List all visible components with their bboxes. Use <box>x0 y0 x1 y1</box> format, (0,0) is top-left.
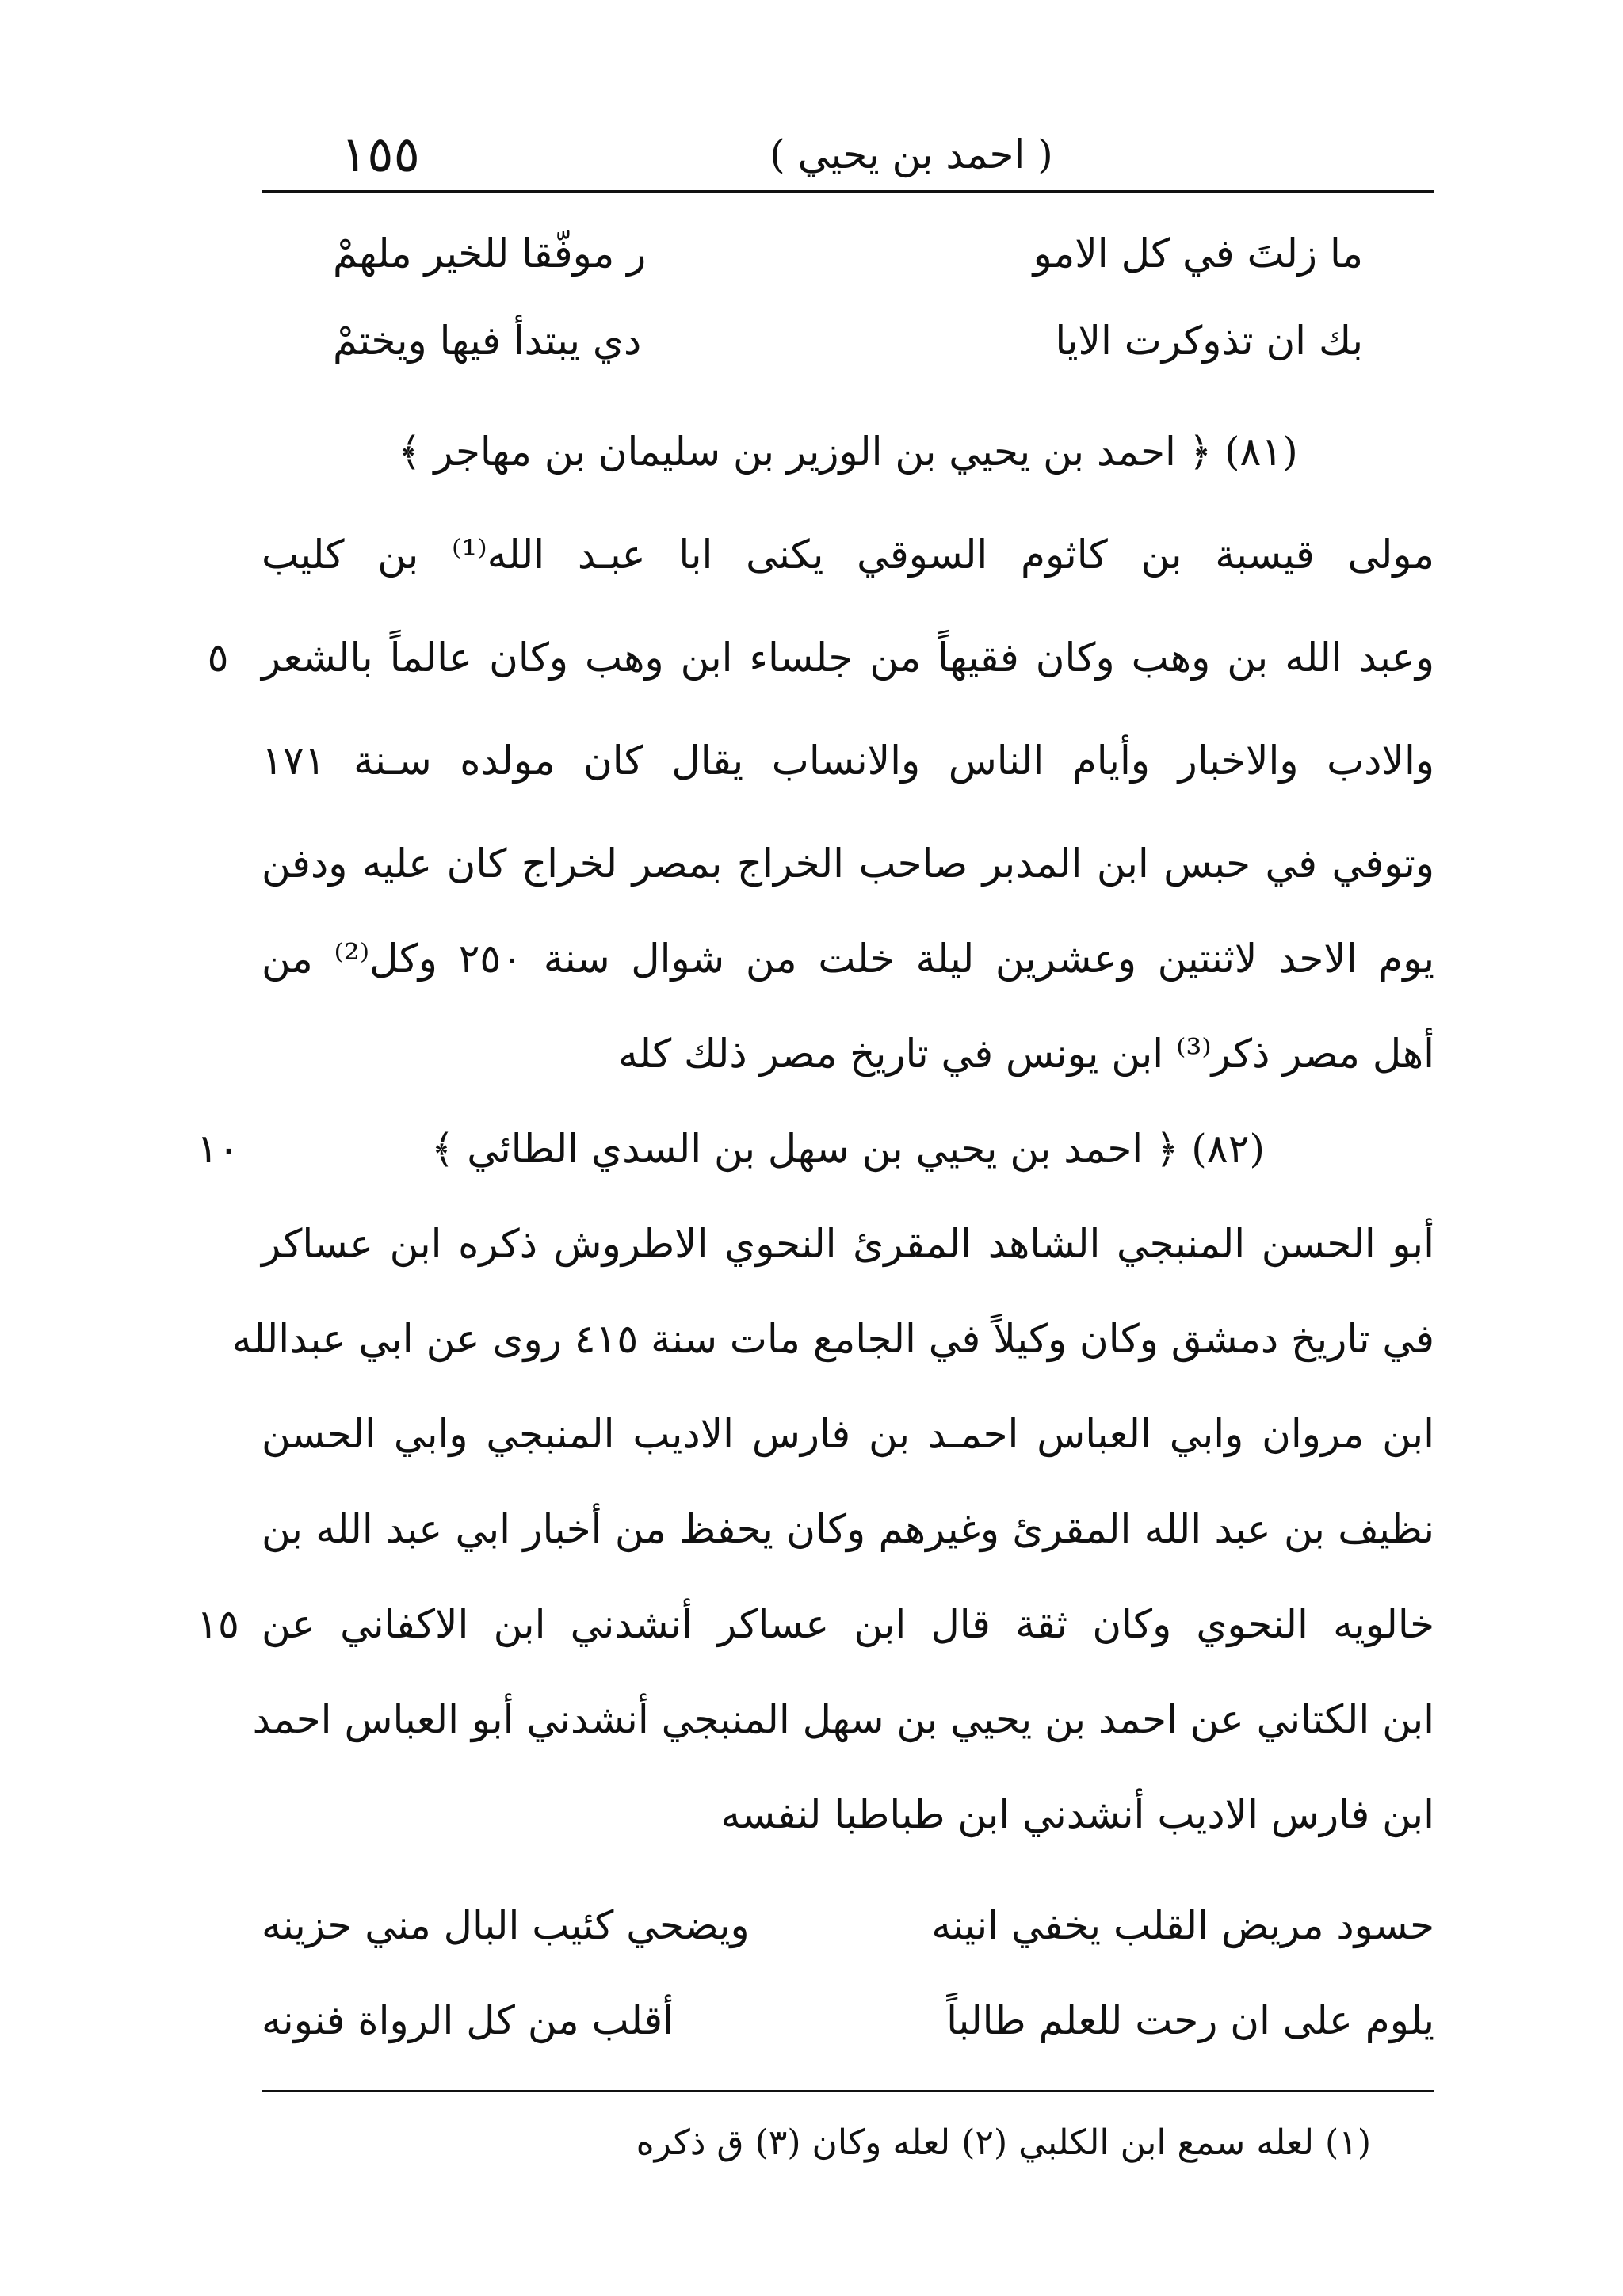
body-text-line: ابن فارس الاديب أنشدني ابن طباطبا لنفسه <box>720 1791 1434 1837</box>
verse-first-hemistich: بك ان تذوكرت الايا <box>1055 318 1363 364</box>
verse-first-hemistich: حسود مريض القلب يخفي انينه <box>931 1902 1434 1948</box>
footnotes: (١) لعله سمع ابن الكلبي (٢) لعله وكان (٣) ق ذكره <box>636 2122 1371 2163</box>
body-text-line: أبو الحسن المنبجي الشاهد المقرئ النحوي الاطروش ذكره ابن عساكر <box>262 1221 1434 1267</box>
page-header <box>262 119 1434 190</box>
page-number: ١٥٥ <box>341 125 420 183</box>
body-text-line: وعبد الله بن وهب وكان فقيهاً من جلساء ابن وهب وكان عالماً بالشعر <box>262 635 1434 681</box>
footnote-rule <box>262 2090 1434 2092</box>
body-text-line: أهل مصر ذكر⁽³⁾ ابن يونس في تاريخ مصر ذلك كله <box>617 1031 1434 1077</box>
verse-first-hemistich: يلوم على ان رحت للعلم طالباً <box>946 1997 1434 2043</box>
entry-heading-81: (٨١) ﴿ احمد بن يحيي بن الوزير بن سليمان بن مهاجر ﴾ <box>398 429 1298 475</box>
verse-first-hemistich: ما زلتَ في كل الامو <box>1033 231 1363 277</box>
verse-line <box>262 301 1434 380</box>
body-text-line: وتوفي في حبس ابن المدبر صاحب الخراج بمصر لخراج كان عليه ودفن <box>262 841 1434 887</box>
body-text-line: نظيف بن عبد الله المقرئ وغيرهم وكان يحفظ من أخبار ابي عبد الله بن <box>262 1506 1434 1552</box>
verse-second-hemistich: ويضحي كئيب البال مني حزينه <box>262 1902 750 1948</box>
verse-second-hemistich: دي يبتدأ فيها ويختمْ <box>333 318 642 364</box>
body-text-line: ابن مروان وابي العباس احمـد بن فارس الاديب المنبجي وابي الحسن <box>262 1411 1434 1457</box>
verse-line <box>262 1886 1434 1965</box>
entry-heading-82: (٨٢) ﴿ احمد بن يحيي بن سهل بن السدي الطائي ﴾ <box>431 1126 1265 1172</box>
line-number-marker: ٥ <box>207 635 229 681</box>
body-text-line: خالويه النحوي وكان ثقة قال ابن عساكر أنشدني ابن الاكفاني عن <box>262 1601 1434 1647</box>
body-text-line: ابن الكتاني عن احمد بن يحيي بن سهل المنبجي أنشدني أبو العباس احمد <box>252 1696 1434 1742</box>
body-text-line: والادب والاخبار وأيام الناس والانساب يقال كان مولده سـنة ١٧١ <box>262 738 1434 784</box>
header-rule <box>262 190 1434 193</box>
verse-line <box>262 214 1434 293</box>
body-text-line: مولى قيسبة بن كاثوم السوقي يكنى ابا عبـد الله⁽¹⁾ بن كليب <box>262 532 1434 578</box>
verse-line <box>262 1981 1434 2060</box>
line-number-marker: ١٥ <box>197 1601 239 1647</box>
running-title: ( احمد بن يحيي ) <box>769 132 1053 177</box>
body-text-line: يوم الاحد لاثنتين وعشرين ليلة خلت من شوال سنة ٢٥٠ وكل⁽²⁾ من <box>262 936 1434 982</box>
body-text-line: في تاريخ دمشق وكان وكيلاً في الجامع مات سنة ٤١٥ روى عن ابي عبدالله <box>231 1316 1434 1362</box>
line-number-marker: ١٠ <box>197 1126 239 1172</box>
verse-second-hemistich: ر موفّقا للخير ملهمْ <box>333 231 647 277</box>
verse-second-hemistich: أقلب من كل الرواة فنونه <box>262 1997 674 2043</box>
